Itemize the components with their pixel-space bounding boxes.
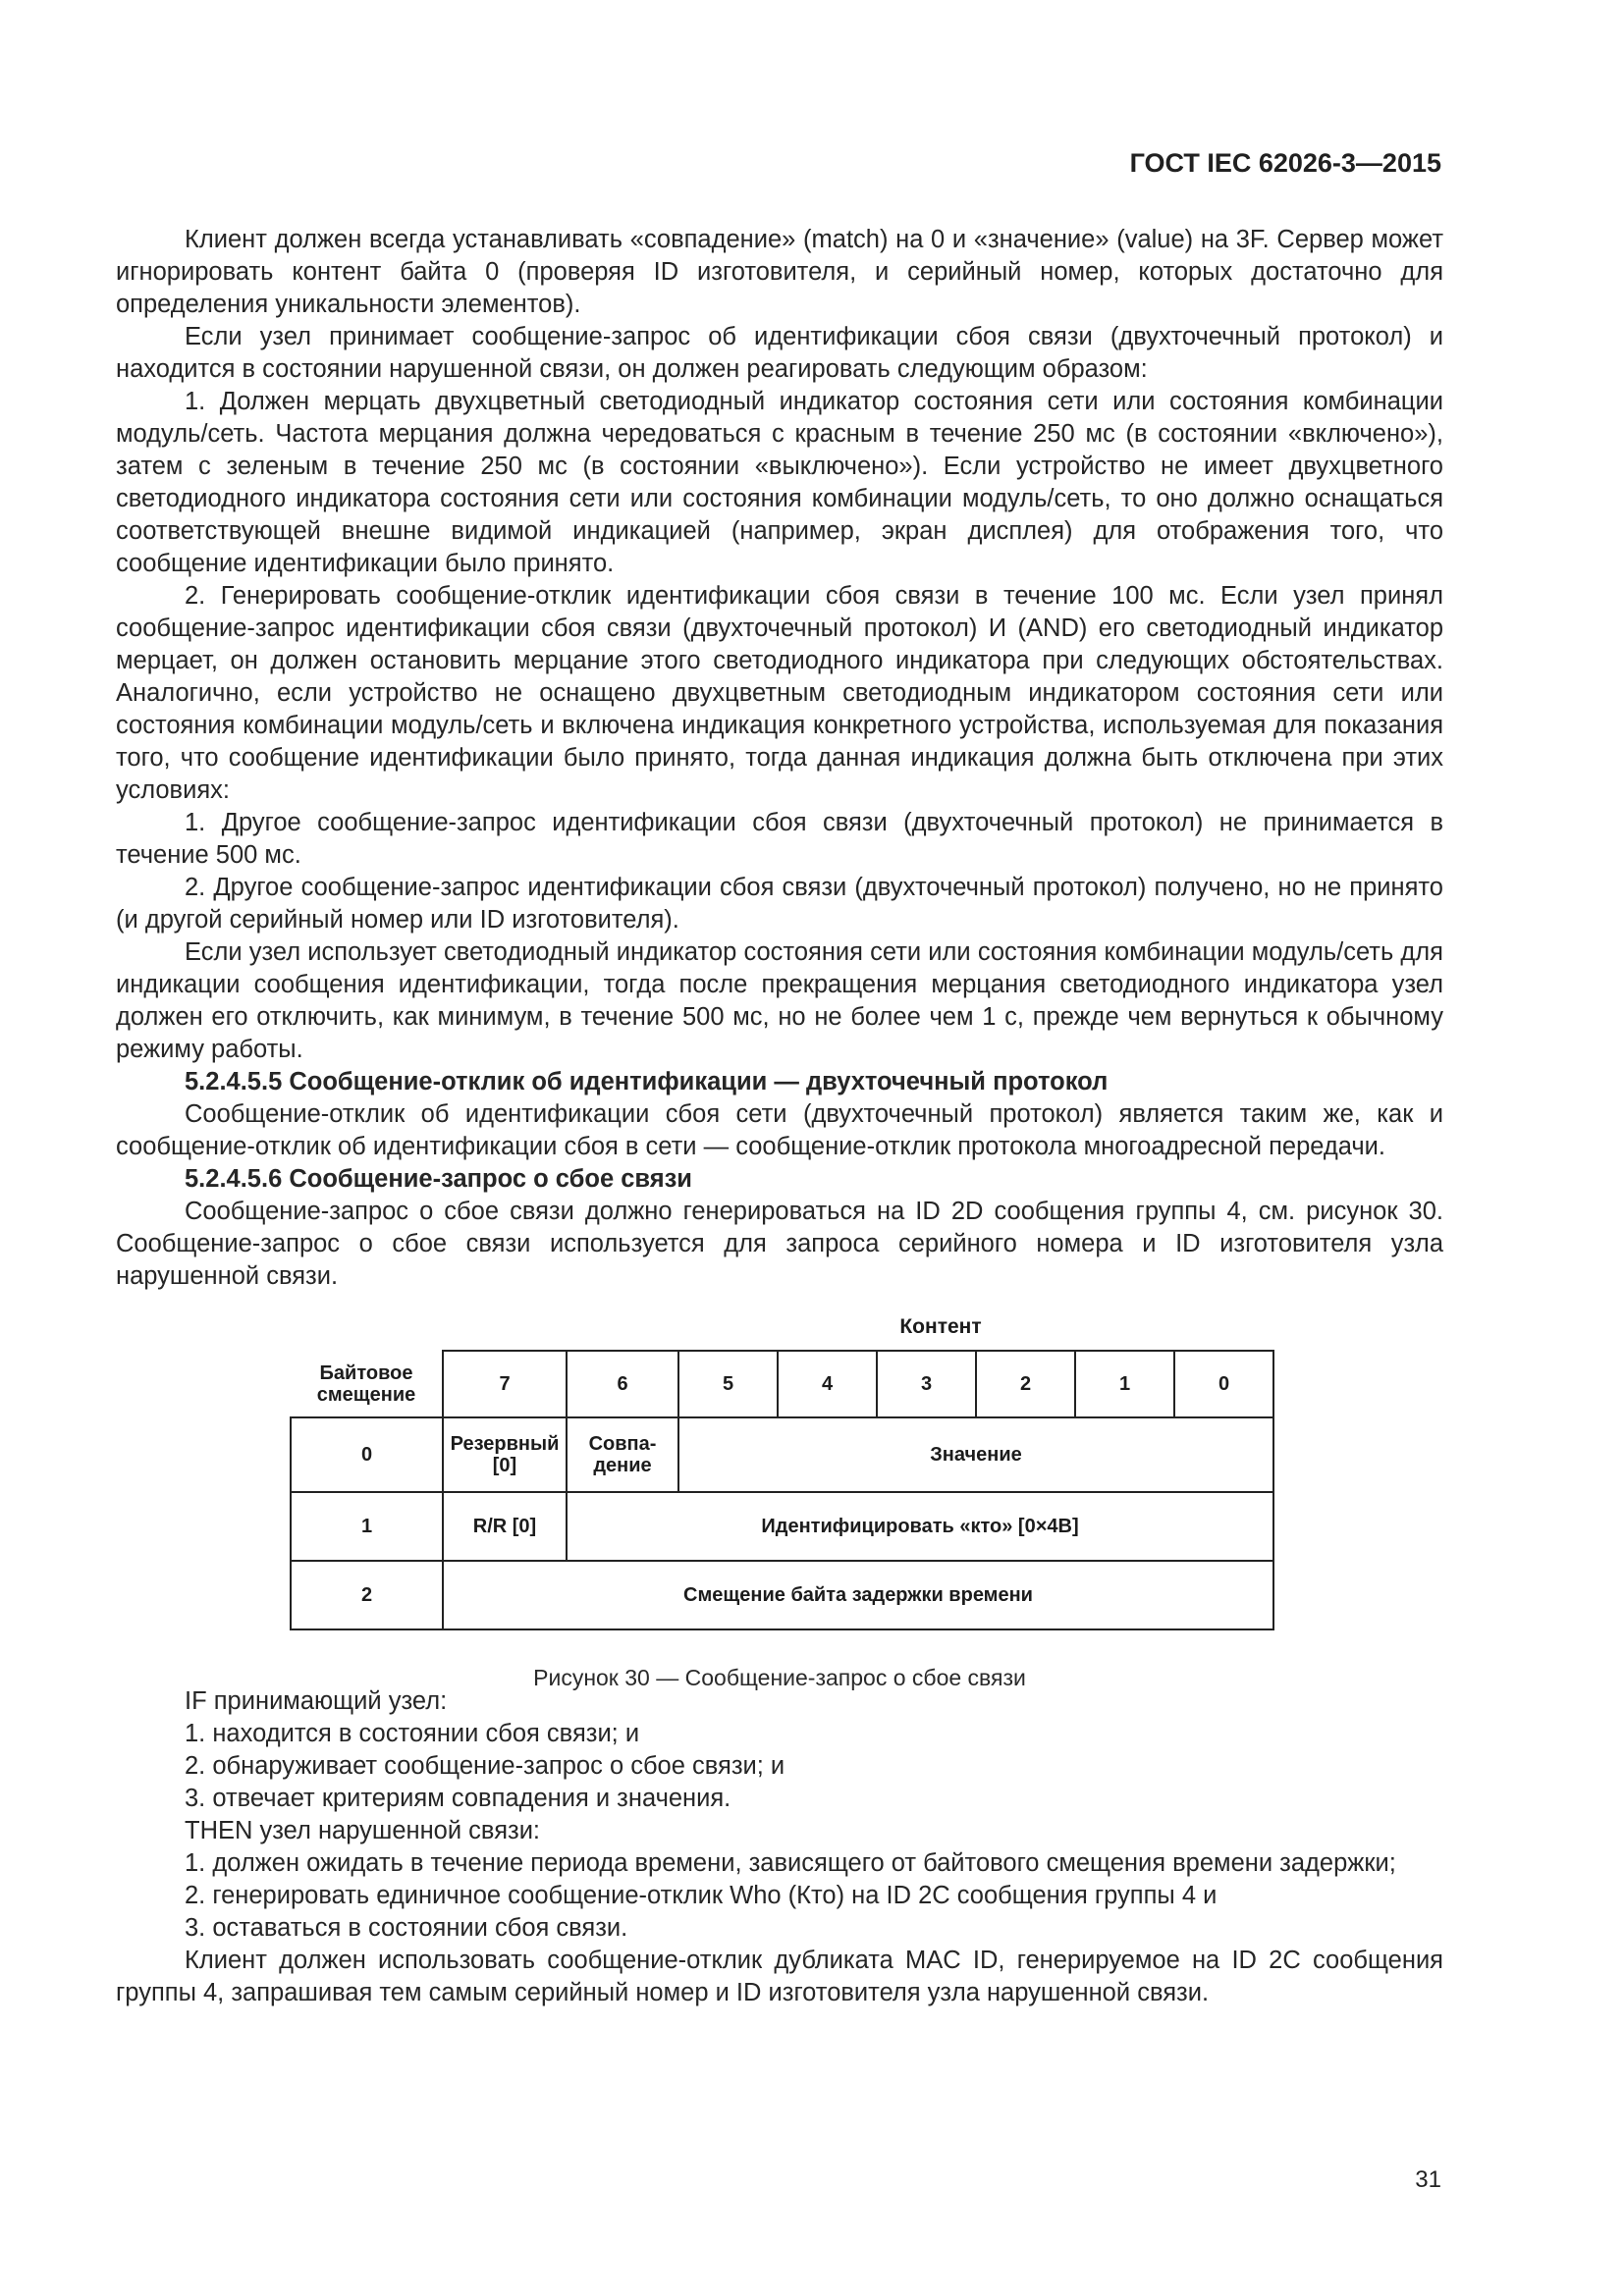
list-line: IF принимающий узел: — [185, 1687, 448, 1715]
byte-offset-cell: 0 — [291, 1417, 443, 1492]
paragraph: Если узел использует светодиодный индикатор состояния сети или состояния комбинации модуль/сеть для индикации сообщения идентификации, тогда после прекращения мерцания светодиодного индикатора узел должен его отключить, как минимум, в течение 500 мс, но не более чем 1 с, прежде чем вернуться к обычному режиму работы. — [116, 938, 1443, 1063]
document-header: ГОСТ IEC 62026-3—2015 — [1129, 148, 1441, 178]
paragraph: Клиент должен использовать сообщение-отклик дубликата MAC ID, генерируемое на ID 2C сообщения группы 4, запрашивая тем самым серийный номер и ID изготовителя узла нарушенной связи. — [116, 1947, 1443, 2006]
byte-offset-cell: 2 — [291, 1561, 443, 1629]
byte-layout-table — [290, 1350, 1274, 1630]
list-paragraph: 1. Другое сообщение-запрос идентификации сбоя связи (двухточечный протокол) не принимается в течение 500 мс. — [116, 809, 1443, 869]
bit-header: 5 — [678, 1351, 778, 1417]
table-row — [291, 1417, 1273, 1492]
table-row — [291, 1561, 1273, 1629]
bit-header: 4 — [778, 1351, 877, 1417]
bit-header: 7 — [443, 1351, 567, 1417]
list-line: 1. находится в состоянии сбоя связи; и — [185, 1720, 640, 1747]
list-line: THEN узел нарушенной связи: — [185, 1817, 541, 1844]
bit-header: 3 — [877, 1351, 976, 1417]
figure-30 — [116, 1305, 1443, 1690]
page-number: 31 — [1415, 2166, 1441, 2193]
table-row — [291, 1492, 1273, 1561]
bit-header: 2 — [976, 1351, 1075, 1417]
byte-offset-header: Байтовое смещение — [291, 1351, 443, 1417]
reserved-cell: Резервный [0] — [443, 1417, 567, 1492]
rr-cell: R/R [0] — [443, 1492, 567, 1561]
list-line: 2. обнаруживает сообщение-запрос о сбое связи; и — [185, 1752, 785, 1780]
section-heading: 5.2.4.5.5 Сообщение-отклик об идентификации — двухточечный протокол — [185, 1068, 1109, 1095]
list-line: 3. отвечает критериям совпадения и значения. — [185, 1785, 731, 1812]
paragraph: Сообщение-запрос о сбое связи должно генерироваться на ID 2D сообщения группы 4, см. рисунок 30. Сообщение-запрос о сбое связи используется для запроса серийного номера и ID изготовителя узла нарушенной связи. — [116, 1198, 1443, 1290]
bit-header: 0 — [1174, 1351, 1273, 1417]
list-paragraph: 2. Генерировать сообщение-отклик идентификации сбоя связи в течение 100 мс. Если узел принял сообщение-запрос идентификации сбоя связи (двухточечный протокол) И (AND) его светодиодный индикатор мерцает, он должен остановить мерцание этого светодиодного индикатора при следующих обстоятельствах. Аналогично, если устройство не оснащено двухцветным светодиодным индикатором состояния сети или состояния комбинации модуль/сеть и включена индикация конкретного устройства, используемая для показания того, что сообщение идентификации было принято, тогда данная индикация должна быть отключена при этих условиях: — [116, 582, 1443, 804]
identify-who-cell: Идентифицировать «кто» [0×4B] — [567, 1492, 1273, 1561]
section-heading: 5.2.4.5.6 Сообщение-запрос о сбое связи — [185, 1165, 692, 1193]
paragraph: Клиент должен всегда устанавливать «совпадение» (match) на 0 и «значение» (value) на 3F. Сервер может игнорировать контент байта 0 (проверяя ID изготовителя, и серийный номер, которых достаточно для определения уникальности элементов). — [116, 226, 1443, 318]
match-cell: Совпа-дение — [567, 1417, 678, 1492]
value-cell: Значение — [678, 1417, 1273, 1492]
list-paragraph: 1. Должен мерцать двухцветный светодиодный индикатор состояния сети или состояния комбинации модуль/сеть. Частота мерцания должна чередоваться с красным в течение 250 мс (в состоянии «включено»), затем с зеленым в течение 250 мс (в состоянии «выключено»). Если устройство не имеет двухцветного светодиодного индикатора состояния сети или состояния комбинации модуль/сеть, то оно должно оснащаться соответствующей внешне видимой индикацией (например, экран дисплея) для отображения того, что сообщение идентификации было принято. — [116, 388, 1443, 577]
bit-header: 1 — [1075, 1351, 1174, 1417]
table-header-row — [291, 1351, 1273, 1417]
list-paragraph: 2. Другое сообщение-запрос идентификации сбоя связи (двухточечный протокол) получено, но не принято (и другой серийный номер или ID изготовителя). — [116, 874, 1443, 934]
bit-header: 6 — [567, 1351, 678, 1417]
body-text-top — [116, 224, 1443, 1293]
delay-offset-cell: Смещение байта задержки времени — [443, 1561, 1273, 1629]
list-paragraph: 1. должен ожидать в течение периода времени, зависящего от байтового смещения времени задержки; — [185, 1849, 1396, 1877]
content-label: Контент — [899, 1315, 982, 1338]
paragraph: Если узел принимает сообщение-запрос об идентификации сбоя связи (двухточечный протокол) и находится в состоянии нарушенной связи, он должен реагировать следующим образом: — [116, 323, 1443, 383]
paragraph: Сообщение-отклик об идентификации сбоя сети (двухточечный протокол) является таким же, как и сообщение-отклик об идентификации сбоя в сети — сообщение-отклик протокола многоадресной передачи. — [116, 1100, 1443, 1160]
byte-offset-cell: 1 — [291, 1492, 443, 1561]
list-line: 2. генерировать единичное сообщение-отклик Who (Кто) на ID 2C сообщения группы 4 и — [185, 1882, 1218, 1909]
figure-caption: Рисунок 30 — Сообщение-запрос о сбое связи — [533, 1665, 1026, 1690]
body-text-bottom — [116, 1685, 1443, 2009]
list-line: 3. оставаться в состоянии сбоя связи. — [185, 1914, 628, 1942]
document-body — [116, 224, 1443, 2009]
